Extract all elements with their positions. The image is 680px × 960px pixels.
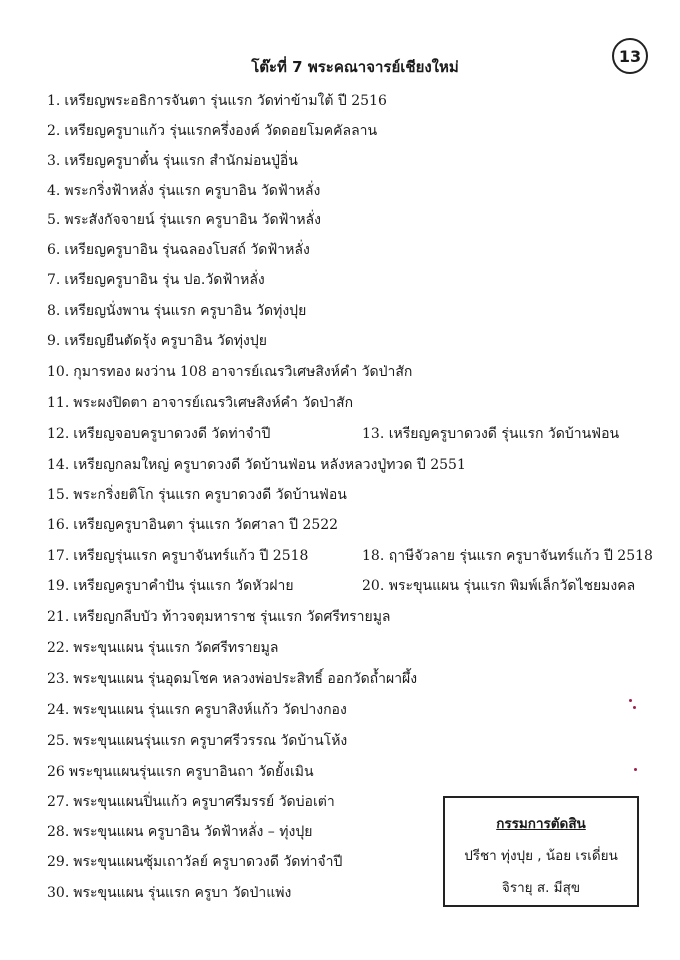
page-number-badge: 13	[612, 38, 648, 74]
list-item: 6. เหรียญครูบาอิน รุ่นฉลองโบสถ์ วัดฟ้าหลั่ง	[47, 242, 310, 258]
list-item: 21. เหรียญกลีบบัว ท้าวจตุมหาราช รุ่นแรก วัดศรีทรายมูล	[47, 609, 391, 625]
list-item: 25. พระขุนแผนรุ่นแรก ครูบาศรีวรรณ วัดบ้านโห้ง	[47, 733, 348, 749]
list-item: 9. เหรียญยืนตัดรุ้ง ครูบาอิน วัดทุ่งปุย	[47, 333, 267, 349]
list-item: 22. พระขุนแผน รุ่นแรก วัดศรีทรายมูล	[47, 640, 279, 656]
list-item: 24. พระขุนแผน รุ่นแรก ครูบาสิงห์แก้ว วัดปางกอง	[47, 702, 347, 718]
judges-box	[443, 796, 639, 907]
list-item: 14. เหรียญกลมใหญ่ ครูบาดวงดี วัดบ้านฟ่อน หลังหลวงปู่ทวด ปี 2551	[47, 457, 466, 473]
list-item: 11. พระผงปิดตา อาจารย์เณรวิเศษสิงห์คำ วัดป่าสัก	[47, 395, 354, 411]
list-item: 12. เหรียญจอบครูบาดวงดี วัดท่าจำปี	[47, 426, 271, 442]
ink-speck	[634, 768, 637, 771]
judges-line-2: จิรายุ ส. มีสุข	[501, 880, 581, 896]
list-item: 5. พระสังกัจจายน์ รุ่นแรก ครูบาอิน วัดฟ้าหลั่ง	[47, 212, 321, 228]
list-item: 23. พระขุนแผน รุ่นอุดมโชค หลวงพ่อประสิทธิ์ ออกวัดถ้ำผาผึ้ง	[47, 671, 418, 687]
list-item: 10. กุมารทอง ผงว่าน 108 อาจารย์เณรวิเศษสิงห์คำ วัดป่าสัก	[47, 364, 413, 380]
list-item: 26 พระขุนแผนรุ่นแรก ครูบาอินถา วัดยั้งเมิน	[47, 764, 314, 780]
list-item: 1. เหรียญพระอธิการจันตา รุ่นแรก วัดท่าข้ามใต้ ปี 2516	[47, 93, 387, 109]
list-item: 13. เหรียญครูบาดวงดี รุ่นแรก วัดบ้านฟ่อน	[362, 426, 620, 442]
list-item: 28. พระขุนแผน ครูบาอิน วัดฟ้าหลั่ง – ทุ่งปุย	[47, 824, 313, 840]
list-item: 8. เหรียญนั่งพาน รุ่นแรก ครูบาอิน วัดทุ่งปุย	[47, 303, 307, 319]
list-item: 27. พระขุนแผนปิ่นแก้ว ครูบาศรีมรรย์ วัดบ่อเต่า	[47, 794, 335, 810]
list-item: 30. พระขุนแผน รุ่นแรก ครูบา วัดป่าแพ่ง	[47, 885, 292, 901]
list-item: 18. ฤาษีจัวลาย รุ่นแรก ครูบาจันทร์แก้ว ปี 2518	[362, 548, 653, 564]
list-item: 16. เหรียญครูบาอินตา รุ่นแรก วัดศาลา ปี 2522	[47, 517, 339, 533]
list-item: 15. พระกริ่งยติโก รุ่นแรก ครูบาดวงดี วัดบ้านฟ่อน	[47, 487, 347, 503]
judges-line-1: ปรีชา ทุ่งปุย , น้อย เรเดี่ยน	[464, 848, 618, 864]
ink-speck	[629, 699, 632, 702]
ink-speck	[633, 706, 636, 709]
list-item: 17. เหรียญรุ่นแรก ครูบาจันทร์แก้ว ปี 2518	[47, 548, 309, 564]
list-item: 7. เหรียญครูบาอิน รุ่น ปอ.วัดฟ้าหลั่ง	[47, 272, 265, 288]
list-item: 3. เหรียญครูบาตั๋น รุ่นแรก สำนักม่อนปู่อิ่น	[47, 153, 298, 169]
judges-header: กรรมการตัดสิน	[496, 816, 586, 832]
list-item: 29. พระขุนแผนซุ้มเถาวัลย์ ครูบาดวงดี วัดท่าจำปี	[47, 854, 343, 870]
list-item: 20. พระขุนแผน รุ่นแรก พิมพ์เล็กวัดไชยมงคล	[362, 578, 636, 594]
list-item: 19. เหรียญครูบาคำปัน รุ่นแรก วัดหัวฝาย	[47, 578, 294, 594]
page-title: โต๊ะที่ 7 พระคณาจารย์เชียงใหม่	[251, 58, 459, 76]
list-item: 2. เหรียญครูบาแก้ว รุ่นแรกครึ่งองค์ วัดดอยโมคคัลลาน	[47, 123, 378, 139]
list-item: 4. พระกริ่งฟ้าหลั่ง รุ่นแรก ครูบาอิน วัดฟ้าหลั่ง	[47, 183, 321, 199]
